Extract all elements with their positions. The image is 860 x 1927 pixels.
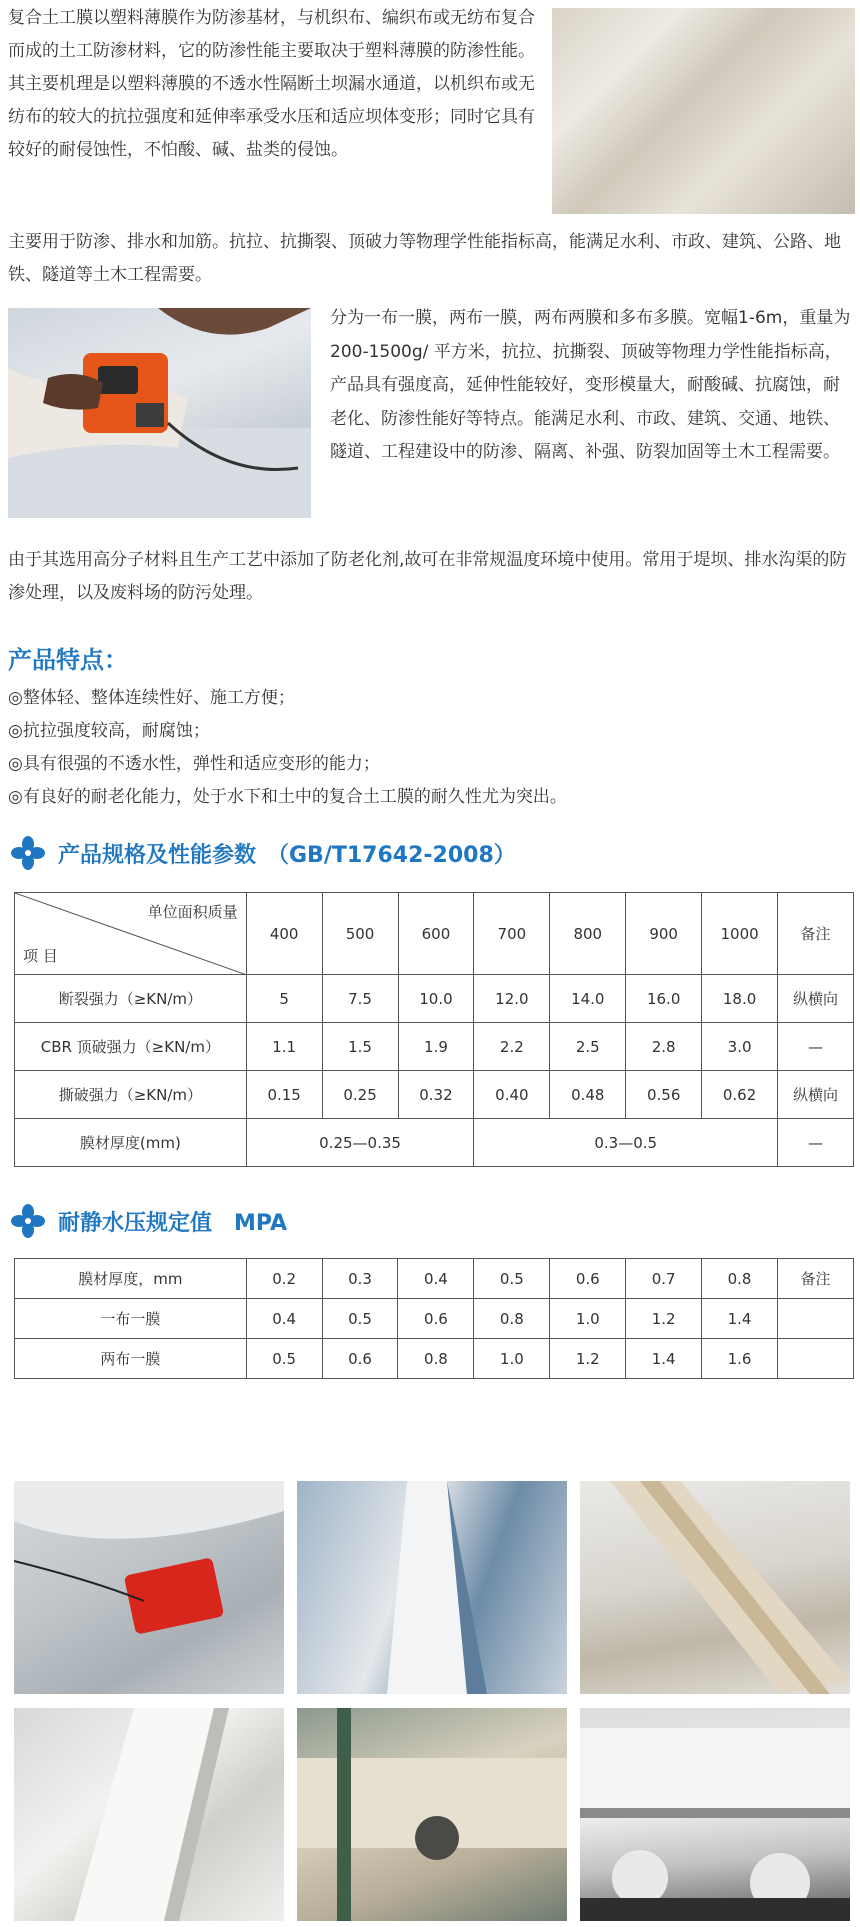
column-header: 900 (626, 893, 702, 975)
usage-paragraph: 主要用于防渗、排水和加筋。抗拉、抗撕裂、顶破力等物理学性能指标高，能满足水利、市政、建筑、公路、地铁、隧道等土木工程需要。 (8, 232, 841, 285)
intro-paragraph: 复合土工膜以塑料薄膜作为防渗基材，与机织布、编织布或无纺布复合而成的土工防渗材料，它的防渗性能主要取决于塑料薄膜的防渗性能。其主要机理是以塑料薄膜的不透水性隔断土坝漏水通道，以机织布或无纺布的较大的抗拉强度和延伸率承受水压和适应坝体变形；同时它具有较好的耐侵蚀性，不怕酸、碱、盐类的侵蚀。 (8, 8, 535, 160)
column-header: 600 (398, 893, 474, 975)
column-header: 700 (474, 893, 550, 975)
table-cell: 0.25 (322, 1071, 398, 1119)
table-row (15, 1119, 854, 1167)
feature-item: ◎抗拉强度较高，耐腐蚀； (8, 721, 210, 741)
thickness-range-cell: 0.25—0.35 (246, 1119, 474, 1167)
thickness-range-cell: 0.3—0.5 (474, 1119, 778, 1167)
column-header: 0.7 (626, 1259, 702, 1299)
gallery-photo-production-line (580, 1708, 850, 1921)
table-row (15, 1299, 854, 1339)
gallery-photo-nonwoven (14, 1708, 284, 1921)
table-cell: 0.6 (322, 1339, 398, 1379)
corner-bottom-label: 项 目 (23, 947, 58, 965)
table-cell: 12.0 (474, 975, 550, 1023)
remark-cell: 纵横向 (778, 975, 854, 1023)
table-cell: 1.0 (474, 1339, 550, 1379)
column-header: 1000 (702, 893, 778, 975)
features-title: 产品特点： (8, 646, 128, 674)
geomembrane-closeup-photo (552, 8, 855, 214)
welding-machine-photo (8, 308, 311, 518)
column-header: 400 (246, 893, 322, 975)
table-cell: 3.0 (702, 1023, 778, 1071)
table-cell: 0.40 (474, 1071, 550, 1119)
table-cell: 0.56 (626, 1071, 702, 1119)
application-paragraph: 由于其选用高分子材料且生产工艺中添加了防老化剂,故可在非常规温度环境中使用。常用于堤坝、排水沟渠的防渗处理，以及废料场的防污处理。 (8, 550, 847, 603)
table-cell: 1.6 (702, 1339, 778, 1379)
table-cell: 2.2 (474, 1023, 550, 1071)
column-header: 0.2 (246, 1259, 322, 1299)
spec-section-title: 产品规格及性能参数 （GB/T17642-2008） (58, 842, 516, 868)
gallery-photo-machine (297, 1708, 567, 1921)
gallery-photo-roll (580, 1481, 850, 1694)
table-cell: 2.5 (550, 1023, 626, 1071)
table-cell: 5 (246, 975, 322, 1023)
pressure-section-title: 耐静水压规定值 MPA (58, 1210, 288, 1236)
table-cell: 0.48 (550, 1071, 626, 1119)
remark-cell: — (778, 1119, 854, 1167)
table-cell: 1.9 (398, 1023, 474, 1071)
table-cell: 0.5 (246, 1339, 322, 1379)
row-label: 断裂强力（≥KN/m） (15, 975, 247, 1023)
column-header: 0.6 (550, 1259, 626, 1299)
table-cell: 0.5 (322, 1299, 398, 1339)
table-cell: 1.0 (550, 1299, 626, 1339)
table-row (15, 1339, 854, 1379)
row-label: 撕破强力（≥KN/m） (15, 1071, 247, 1119)
table-row (15, 975, 854, 1023)
table-row (15, 1023, 854, 1071)
feature-item: ◎有良好的耐老化能力，处于水下和土中的复合土工膜的耐久性尤为突出。 (8, 787, 567, 807)
spec-table (14, 892, 854, 1167)
feature-item: ◎整体轻、整体连续性好、施工方便； (8, 688, 295, 708)
table-cell: 16.0 (626, 975, 702, 1023)
table-cell: 18.0 (702, 975, 778, 1023)
table-header-row (15, 1259, 854, 1299)
features-list (8, 682, 854, 814)
table-cell: 1.4 (626, 1339, 702, 1379)
table-cell: 0.8 (398, 1339, 474, 1379)
row-label: 一布一膜 (15, 1299, 247, 1339)
corner-top-label: 单位面积质量 (147, 903, 238, 921)
column-header: 0.5 (474, 1259, 550, 1299)
row-label: CBR 顶破强力（≥KN/m） (15, 1023, 247, 1071)
table-cell: 0.6 (398, 1299, 474, 1339)
column-header: 800 (550, 893, 626, 975)
remark-cell (778, 1299, 854, 1339)
table-cell: 0.15 (246, 1071, 322, 1119)
table-cell: 0.4 (246, 1299, 322, 1339)
header-label: 膜材厚度，mm (15, 1259, 247, 1299)
table-cell: 0.8 (474, 1299, 550, 1339)
table-cell: 7.5 (322, 975, 398, 1023)
remark-header: 备注 (778, 1259, 854, 1299)
clover-icon (10, 835, 46, 871)
gallery-photo-folded-membrane (297, 1481, 567, 1694)
table-row (15, 1071, 854, 1119)
column-header: 0.3 (322, 1259, 398, 1299)
remark-cell: — (778, 1023, 854, 1071)
table-cell: 14.0 (550, 975, 626, 1023)
table-cell: 1.4 (702, 1299, 778, 1339)
spec-section-heading (10, 835, 516, 871)
clover-icon (10, 1203, 46, 1239)
row-label: 两布一膜 (15, 1339, 247, 1379)
pressure-table (14, 1258, 854, 1379)
remark-cell (778, 1339, 854, 1379)
spec-paragraph: 分为一布一膜，两布一膜，两布两膜和多布多膜。宽幅1-6m，重量为 200-1500g/ 平方米，抗拉、抗撕裂、顶破等物理力学性能指标高，产品具有强度高，延伸性能较好，变形模量大，耐酸碱、抗腐蚀，耐老化、防渗性能好等特点。能满足水利、市政、建筑、交通、地铁、隧道、工程建设中的防渗、隔离、补强、防裂加固等土木工程需要。 (330, 308, 851, 462)
column-header: 500 (322, 893, 398, 975)
table-cell: 10.0 (398, 975, 474, 1023)
remark-header: 备注 (778, 893, 854, 975)
column-header: 0.4 (398, 1259, 474, 1299)
table-cell: 0.32 (398, 1071, 474, 1119)
gallery-photo-welding (14, 1481, 284, 1694)
table-cell: 0.62 (702, 1071, 778, 1119)
table-cell: 1.5 (322, 1023, 398, 1071)
row-label: 膜材厚度(mm) (15, 1119, 247, 1167)
table-cell: 1.1 (246, 1023, 322, 1071)
column-header: 0.8 (702, 1259, 778, 1299)
corner-cell (15, 893, 247, 975)
table-header-row (15, 893, 854, 975)
table-cell: 2.8 (626, 1023, 702, 1071)
table-cell: 1.2 (626, 1299, 702, 1339)
remark-cell: 纵横向 (778, 1071, 854, 1119)
table-cell: 1.2 (550, 1339, 626, 1379)
feature-item: ◎具有很强的不透水性，弹性和适应变形的能力； (8, 754, 380, 774)
pressure-section-heading (10, 1203, 287, 1239)
